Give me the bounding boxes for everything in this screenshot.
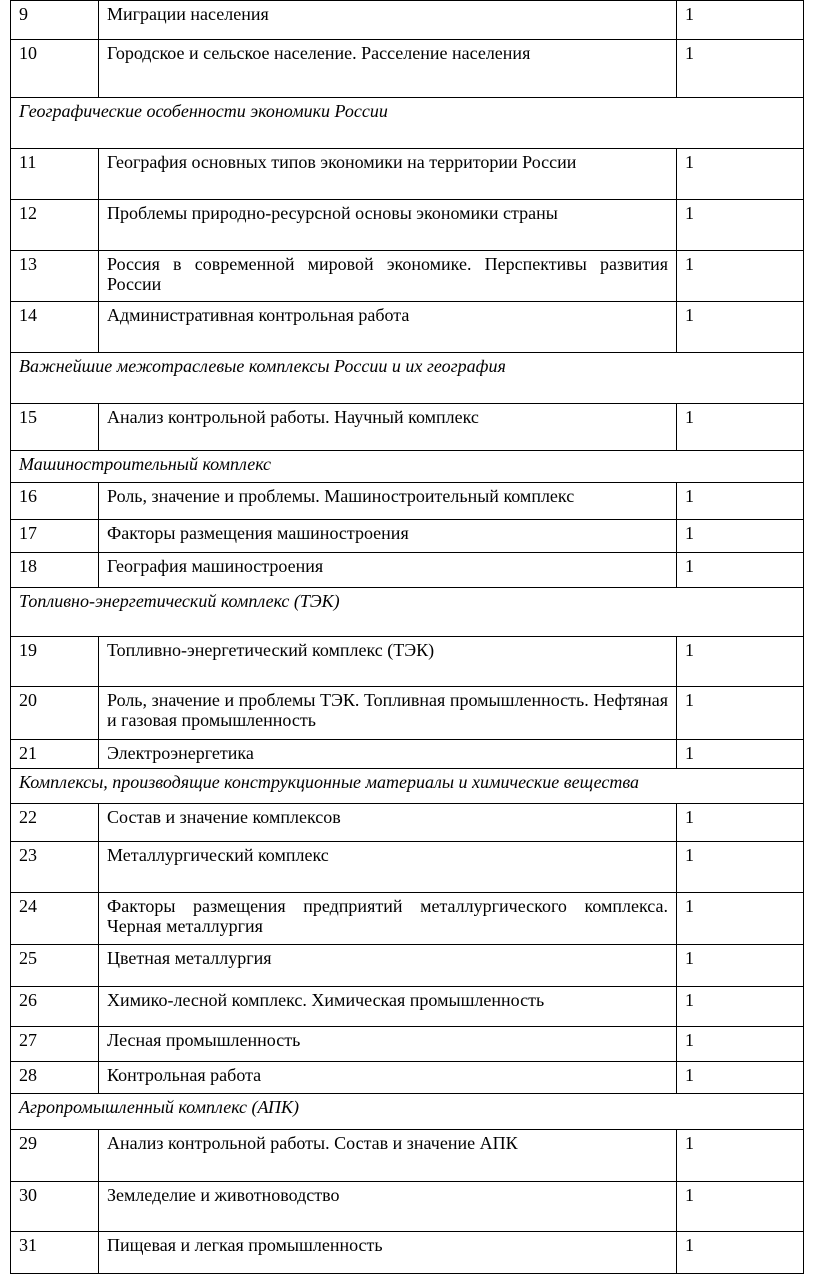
lesson-hours: 1 bbox=[677, 302, 804, 353]
lesson-number: 12 bbox=[11, 200, 99, 251]
section-header-row bbox=[11, 769, 804, 804]
lesson-row bbox=[11, 637, 804, 687]
lesson-number: 30 bbox=[11, 1182, 99, 1232]
lesson-row bbox=[11, 842, 804, 893]
lesson-number: 28 bbox=[11, 1062, 99, 1094]
lesson-number: 27 bbox=[11, 1027, 99, 1062]
lesson-title: Состав и значение комплексов bbox=[99, 804, 677, 842]
lesson-hours: 1 bbox=[677, 149, 804, 200]
lesson-hours: 1 bbox=[677, 687, 804, 740]
section-title: Важнейшие межотраслевые комплексы России и их география bbox=[11, 353, 804, 404]
lesson-number: 23 bbox=[11, 842, 99, 893]
lesson-hours: 1 bbox=[677, 251, 804, 302]
lesson-plan-table bbox=[10, 0, 804, 1274]
lesson-title: Факторы размещения машиностроения bbox=[99, 520, 677, 553]
lesson-title: Россия в современной мировой экономике. Перспективы развития России bbox=[99, 251, 677, 302]
lesson-row bbox=[11, 1027, 804, 1062]
lesson-row bbox=[11, 251, 804, 302]
lesson-hours: 1 bbox=[677, 1, 804, 40]
lesson-title: Миграции населения bbox=[99, 1, 677, 40]
lesson-hours: 1 bbox=[677, 200, 804, 251]
lesson-row bbox=[11, 687, 804, 740]
lesson-hours: 1 bbox=[677, 637, 804, 687]
lesson-number: 11 bbox=[11, 149, 99, 200]
lesson-row bbox=[11, 520, 804, 553]
section-title: Комплексы, производящие конструкционные материалы и химические вещества bbox=[11, 769, 804, 804]
lesson-number: 20 bbox=[11, 687, 99, 740]
lesson-title: Топливно-энергетический комплекс (ТЭК) bbox=[99, 637, 677, 687]
lesson-row bbox=[11, 987, 804, 1027]
lesson-row bbox=[11, 893, 804, 945]
lesson-number: 19 bbox=[11, 637, 99, 687]
section-title: Агропромышленный комплекс (АПК) bbox=[11, 1094, 804, 1130]
lesson-title: Земледелие и животноводство bbox=[99, 1182, 677, 1232]
section-header-row bbox=[11, 353, 804, 404]
lesson-number: 31 bbox=[11, 1232, 99, 1274]
lesson-title: Анализ контрольной работы. Научный комплекс bbox=[99, 404, 677, 451]
lesson-hours: 1 bbox=[677, 40, 804, 98]
lesson-title: Пищевая и легкая промышленность bbox=[99, 1232, 677, 1274]
lesson-number: 10 bbox=[11, 40, 99, 98]
lesson-title: Городское и сельское население. Расселение населения bbox=[99, 40, 677, 98]
lesson-number: 26 bbox=[11, 987, 99, 1027]
section-header-row bbox=[11, 588, 804, 637]
lesson-number: 29 bbox=[11, 1130, 99, 1182]
lesson-hours: 1 bbox=[677, 987, 804, 1027]
lesson-row bbox=[11, 1, 804, 40]
lesson-number: 16 bbox=[11, 483, 99, 520]
lesson-title: Факторы размещения предприятий металлургического комплекса. Черная металлургия bbox=[99, 893, 677, 945]
lesson-hours: 1 bbox=[677, 893, 804, 945]
lesson-row bbox=[11, 945, 804, 987]
section-header-row bbox=[11, 451, 804, 483]
lesson-title: Административная контрольная работа bbox=[99, 302, 677, 353]
lesson-number: 9 bbox=[11, 1, 99, 40]
lesson-title: География основных типов экономики на территории России bbox=[99, 149, 677, 200]
lesson-title: Контрольная работа bbox=[99, 1062, 677, 1094]
lesson-hours: 1 bbox=[677, 520, 804, 553]
lesson-number: 25 bbox=[11, 945, 99, 987]
lesson-row bbox=[11, 40, 804, 98]
lesson-number: 15 bbox=[11, 404, 99, 451]
lesson-title: Роль, значение и проблемы. Машиностроительный комплекс bbox=[99, 483, 677, 520]
lesson-hours: 1 bbox=[677, 1130, 804, 1182]
lesson-number: 24 bbox=[11, 893, 99, 945]
lesson-hours: 1 bbox=[677, 804, 804, 842]
lesson-hours: 1 bbox=[677, 945, 804, 987]
lesson-row bbox=[11, 302, 804, 353]
lesson-hours: 1 bbox=[677, 1232, 804, 1274]
lesson-row bbox=[11, 149, 804, 200]
lesson-row bbox=[11, 804, 804, 842]
section-title: Топливно-энергетический комплекс (ТЭК) bbox=[11, 588, 804, 637]
lesson-title: Цветная металлургия bbox=[99, 945, 677, 987]
lesson-number: 18 bbox=[11, 553, 99, 588]
lesson-row bbox=[11, 1130, 804, 1182]
lesson-number: 17 bbox=[11, 520, 99, 553]
lesson-hours: 1 bbox=[677, 1027, 804, 1062]
lesson-title: Анализ контрольной работы. Состав и значение АПК bbox=[99, 1130, 677, 1182]
section-header-row bbox=[11, 1094, 804, 1130]
section-title: Машиностроительный комплекс bbox=[11, 451, 804, 483]
lesson-row bbox=[11, 740, 804, 769]
lesson-title: Электроэнергетика bbox=[99, 740, 677, 769]
lesson-title: Проблемы природно-ресурсной основы экономики страны bbox=[99, 200, 677, 251]
lesson-row bbox=[11, 1232, 804, 1274]
lesson-hours: 1 bbox=[677, 842, 804, 893]
lesson-title: Химико-лесной комплекс. Химическая промышленность bbox=[99, 987, 677, 1027]
lesson-hours: 1 bbox=[677, 404, 804, 451]
lesson-hours: 1 bbox=[677, 1182, 804, 1232]
lesson-row bbox=[11, 1062, 804, 1094]
lesson-plan-body bbox=[11, 1, 804, 1274]
lesson-row bbox=[11, 1182, 804, 1232]
lesson-row bbox=[11, 200, 804, 251]
lesson-hours: 1 bbox=[677, 1062, 804, 1094]
lesson-title: Лесная промышленность bbox=[99, 1027, 677, 1062]
lesson-hours: 1 bbox=[677, 483, 804, 520]
lesson-hours: 1 bbox=[677, 553, 804, 588]
lesson-number: 13 bbox=[11, 251, 99, 302]
lesson-number: 22 bbox=[11, 804, 99, 842]
lesson-row bbox=[11, 483, 804, 520]
lesson-hours: 1 bbox=[677, 740, 804, 769]
lesson-title: Металлургический комплекс bbox=[99, 842, 677, 893]
section-header-row bbox=[11, 98, 804, 149]
lesson-number: 14 bbox=[11, 302, 99, 353]
lesson-title: География машиностроения bbox=[99, 553, 677, 588]
lesson-title: Роль, значение и проблемы ТЭК. Топливная промышленность. Нефтяная и газовая промышленность bbox=[99, 687, 677, 740]
lesson-number: 21 bbox=[11, 740, 99, 769]
section-title: Географические особенности экономики России bbox=[11, 98, 804, 149]
lesson-row bbox=[11, 404, 804, 451]
lesson-row bbox=[11, 553, 804, 588]
